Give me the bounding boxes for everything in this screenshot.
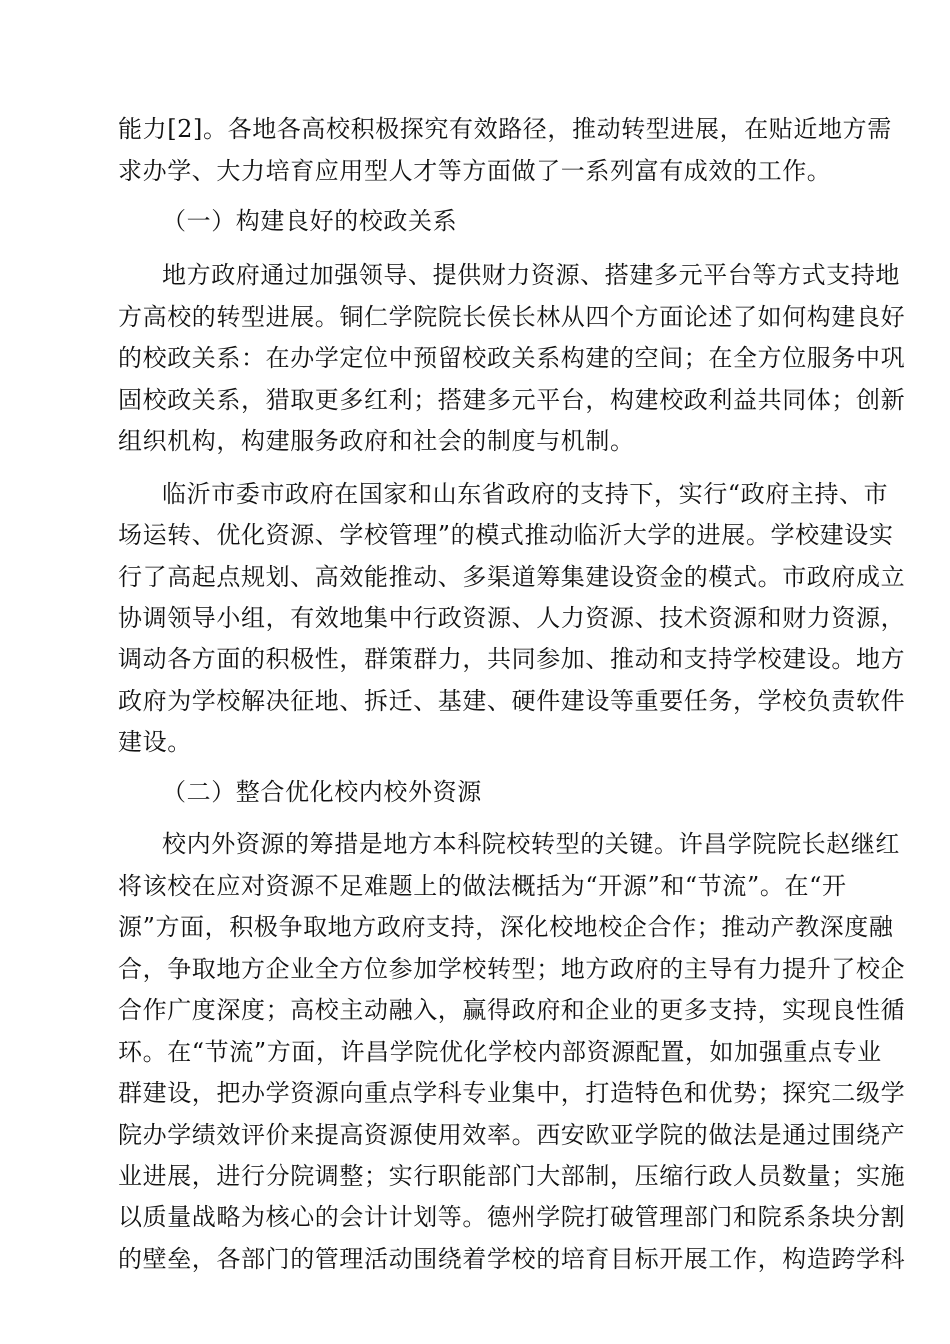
text-line: 固校政关系，猎取更多红利；搭建多元平台，构建校政利益共同体；创新 xyxy=(118,386,906,414)
text-line: 政府为学校解决征地、拆迁、基建、硬件建设等重要任务，学校负责软件 xyxy=(118,687,906,715)
text-line: 建设。 xyxy=(118,728,192,756)
text-line: 方高校的转型进展。铜仁学院院长侯长林从四个方面论述了如何构建良好 xyxy=(118,303,906,331)
section-heading: （二）整合优化校内校外资源 xyxy=(162,778,482,806)
text-line: 场运转、优化资源、学校管理”的模式推动临沂大学的进展。学校建设实 xyxy=(118,521,894,549)
text-line: 能力[2]。各地各高校积极探究有效路径，推动转型进展，在贴近地方需 xyxy=(118,115,892,143)
text-line: 校内外资源的筹措是地方本科院校转型的关键。许昌学院院长赵继红 xyxy=(162,830,900,858)
text-line: 地方政府通过加强领导、提供财力资源、搭建多元平台等方式支持地 xyxy=(162,261,900,289)
text-line: 行了高起点规划、高效能推动、多渠道筹集建设资金的模式。市政府成立 xyxy=(118,563,906,591)
text-line: 的壁垒，各部门的管理活动围绕着学校的培育目标开展工作，构造跨学科 xyxy=(118,1245,906,1273)
text-line: 业进展，进行分院调整；实行职能部门大部制，压缩行政人员数量；实施 xyxy=(118,1162,906,1190)
text-line: 群建设，把办学资源向重点学科专业集中，打造特色和优势；探究二级学 xyxy=(118,1079,906,1107)
text-line: 协调领导小组，有效地集中行政资源、人力资源、技术资源和财力资源， xyxy=(118,604,906,632)
text-line: 环。在“节流”方面，许昌学院优化学校内部资源配置，如加强重点专业 xyxy=(118,1038,882,1066)
text-line: 调动各方面的积极性，群策群力，共同参加、推动和支持学校建设。地方 xyxy=(118,645,906,673)
text-line: 组织机构，构建服务政府和社会的制度与机制。 xyxy=(118,427,635,455)
text-line: 的校政关系：在办学定位中预留校政关系构建的空间；在全方位服务中巩 xyxy=(118,344,906,372)
text-line: 求办学、大力培育应用型人才等方面做了一系列富有成效的工作。 xyxy=(118,157,832,185)
text-line: 将该校在应对资源不足难题上的做法概括为“开源”和“节流”。在“开 xyxy=(118,872,847,900)
section-heading: （一）构建良好的校政关系 xyxy=(162,207,458,235)
text-line: 合，争取地方企业全方位参加学校转型；地方政府的主导有力提升了校企 xyxy=(118,955,906,983)
text-line: 合作广度深度；高校主动融入，赢得政府和企业的更多支持，实现良性循 xyxy=(118,996,906,1024)
text-line: 临沂市委市政府在国家和山东省政府的支持下，实行“政府主持、市 xyxy=(162,480,889,508)
text-line: 源”方面，积极争取地方政府支持，深化校地校企合作；推动产教深度融 xyxy=(118,913,894,941)
text-line: 以质量战略为核心的会计计划等。德州学院打破管理部门和院系条块分割 xyxy=(118,1203,906,1231)
text-line: 院办学绩效评价来提高资源使用效率。西安欧亚学院的做法是通过围绕产 xyxy=(118,1121,906,1149)
